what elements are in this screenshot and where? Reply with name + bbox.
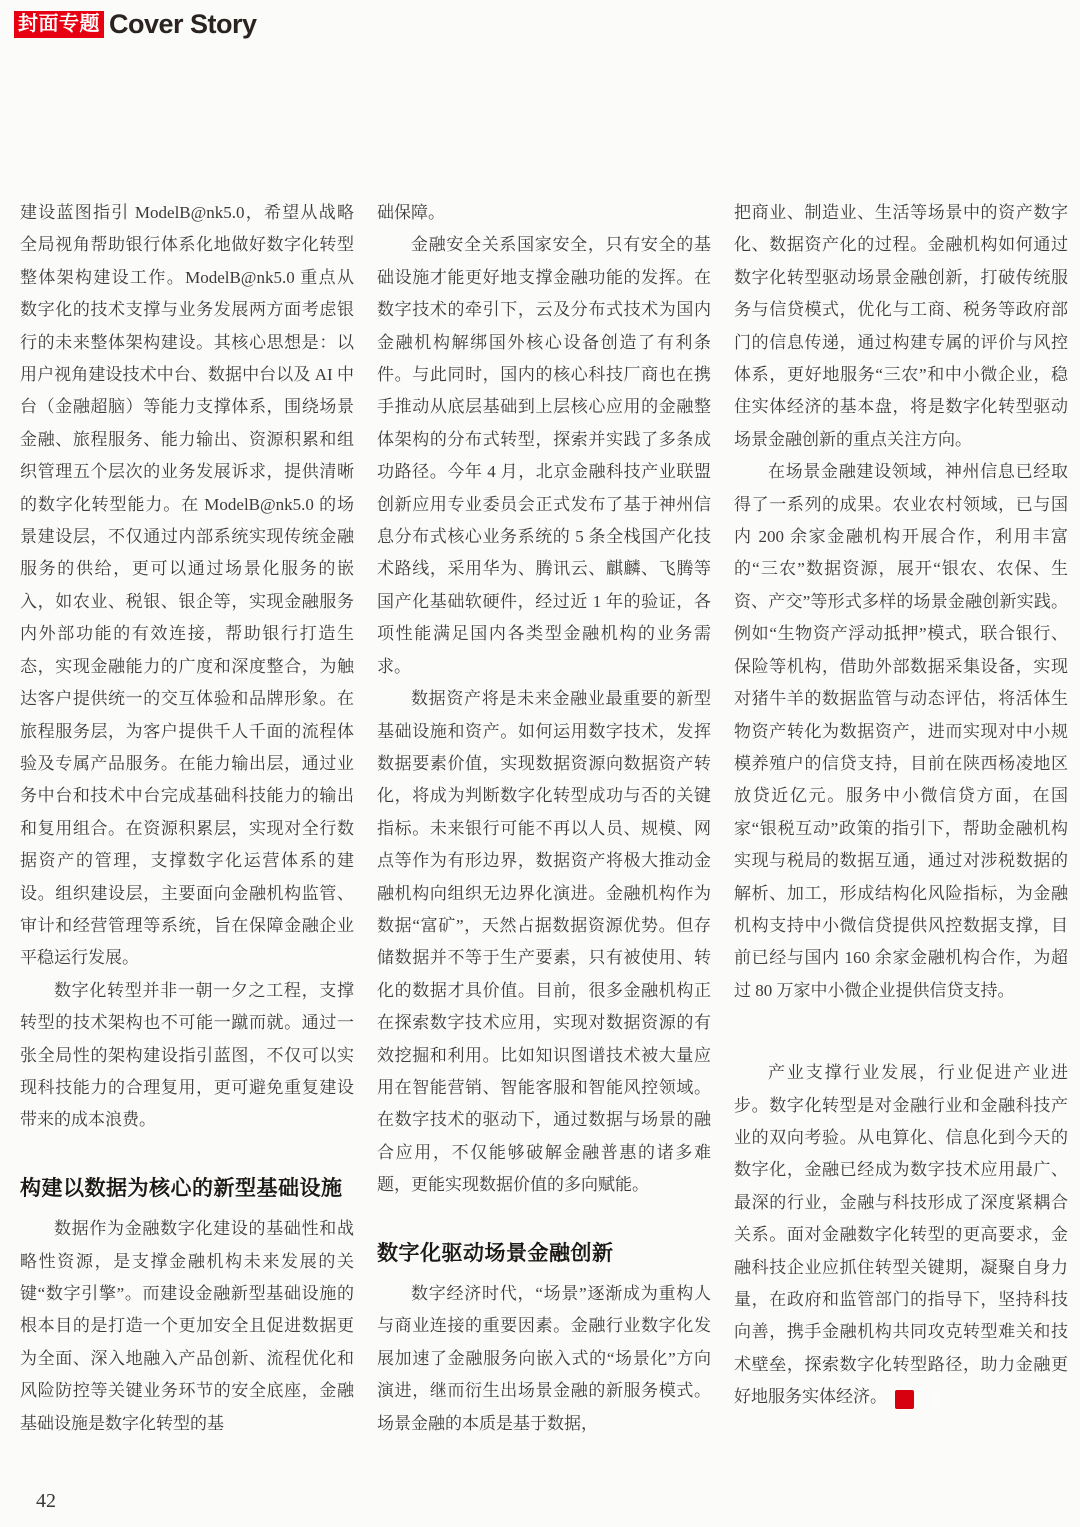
paragraph: 金融安全关系国家安全，只有安全的基础设施才能更好地支撑金融功能的发挥。在数字技术的牵引下，云及分布式技术为国内金融机构解绑国外核心设备创造了有利条件。与此同时，国内的核心科技厂商也在携手推动从底层基础到上层核心应用的金融整体架构的分布式转型，探索并实践了多条成功路径。今年 4 月，北京金融科技产业联盟创新应用专业委员会正式发布了基于神州信息分布式核心业务系统的 5 条全栈国产化技术路线，采用华为、腾讯云、麒麟、飞腾等国产化基础软硬件，经过近 1 年的验证，各项性能满足国内各类型金融机构的业务需求。 xyxy=(377,235,711,676)
page-header xyxy=(14,11,257,38)
paragraph: 数据作为金融数字化建设的基础性和战略性资源，是支撑金融机构未来发展的关键“数字引擎”。而建设金融新型基础设施的根本目的是打造一个更加安全且促进数据更为全面、深入地融入产品创新、流程优化和风险防控等关键业务环节的安全底座，金融基础设施是数字化转型的基 xyxy=(20,1219,354,1433)
paragraph: 把商业、制造业、生活等场景中的资产数字化、数据资产化的过程。金融机构如何通过数字化转型驱动场景金融创新，打破传统服务与信贷模式，优化与工商、税务等政府部门的信息传递，通过构建专属的评价与风控体系，更好地服务“三农”和中小微企业，稳住实体经济的基本盘，将是数字化转型驱动场景金融创新的重点关注方向。 xyxy=(734,203,1068,449)
section-title: Cover Story xyxy=(109,9,257,39)
paragraph: 础保障。 xyxy=(377,203,445,222)
text-column-3 xyxy=(734,197,1068,1469)
paragraph xyxy=(734,1057,1068,1413)
paragraph-text: 产业支撑行业发展，行业促进产业进步。数字化转型是对金融行业和金融科技产业的双向考验。从电算化、信息化到今天的数字化，金融已经成为数字技术应用最广、最深的行业，金融与科技形成了深度紧耦合关系。面对金融数字化转型的更高要求，金融科技企业应抓住转型关键期，凝聚自身力量，在政府和监管部门的指导下，坚持科技向善，携手金融机构共同攻克转型难关和技术壁垒，探索数字化转型路径，助力金融更好地服务实体经济。 xyxy=(734,1063,1068,1407)
section-heading-new-infrastructure: 构建以数据为核心的新型基础设施 xyxy=(20,1176,343,1200)
paragraph: 数字化转型并非一朝一夕之工程，支撑转型的技术架构也不可能一蹴而就。通过一张全局性的架构建设指引蓝图，不仅可以实现科技能力的合理复用，更可避免重复建设带来的成本浪费。 xyxy=(20,980,354,1130)
page-number: 42 xyxy=(36,1490,56,1512)
text-column-2 xyxy=(377,197,711,1469)
paragraph: 建设蓝图指引 ModelB@nk5.0，希望从战略全局视角帮助银行体系化地做好数字化转型整体架构建设工作。ModelB@nk5.0 重点从数字化的技术支撑与业务发展两方面考虑银行的未来整体架构建设。其核心思想是：以用户视角建设技术中台、数据中台以及 AI 中台（金融超脑）等能力支撑体系，围绕场景金融、旅程服务、能力输出、资源积累和组织管理五个层次的业务发展诉求，提供清晰的数字化转型能力。在 ModelB@nk5.0 的场景建设层，不仅通过内部系统实现传统金融服务的供给，更可以通过场景化服务的嵌入，如农业、税银、银企等，实现金融服务内外部功能的有效连接，帮助银行打造生态，实现金融能力的广度和深度整合，为触达客户提供统一的交互体验和品牌形象。在旅程服务层，为客户提供千人千面的流程体验及专属产品服务。在能力输出层，通过业务中台和技术中台完成基础科技能力的输出和复用组合。在资源积累层，实现对全行数据资产的管理，支撑数字化运营体系的建设。组织建设层，主要面向金融机构监管、审计和经营管理等系统，旨在保障金融企业平稳运行发展。 xyxy=(20,203,354,968)
text-column-1 xyxy=(20,197,354,1469)
section-heading-scene-finance: 数字化驱动场景金融创新 xyxy=(377,1241,614,1265)
article-end-icon: 金 xyxy=(895,1390,914,1409)
paragraph: 数据资产将是未来金融业最重要的新型基础设施和资产。如何运用数字技术，发挥数据要素价值，实现数据资源向数据资产转化，将成为判断数字化转型成功与否的关键指标。未来银行可能不再以人员、规模、网点等作为有形边界，数据资产将极大推动金融机构向组织无边界化演进。金融机构作为数据“富矿”，天然占据数据资源优势。但存储数据并不等于生产要素，只有被使用、转化的数据才具价值。目前，很多金融机构正在探索数字技术应用，实现对数据资源的有效挖掘和利用。比如知识图谱技术被大量应用在智能营销、智能客服和智能风控领域。在数字技术的驱动下，通过数据与场景的融合应用，不仅能够破解金融普惠的诸多难题，更能实现数据价值的多向赋能。 xyxy=(377,689,711,1195)
section-tag: 封面专题 xyxy=(14,11,104,38)
paragraph: 数字经济时代，“场景”逐渐成为重构人与商业连接的重要因素。金融行业数字化发展加速了金融服务向嵌入式的“场景化”方向演进，继而衍生出场景金融的新服务模式。场景金融的本质是基于数据， xyxy=(377,1283,711,1433)
paragraph: 在场景金融建设领域，神州信息已经取得了一系列的成果。农业农村领域，已与国内 200 余家金融机构开展合作，利用丰富的“三农”数据资源，展开“银农、农保、生资、产交”等形式多样的场景金融创新实践。例如“生物资产浮动抵押”模式，联合银行、保险等机构，借助外部数据采集设备，实现对猪牛羊的数据监管与动态评估，将活体生物资产转化为数据资产，进而实现对中小规模养殖户的信贷支持，目前在陕西杨凌地区放贷近亿元。服务中小微信贷方面，在国家“银税互动”政策的指引下，帮助金融机构实现与税局的数据互通，通过对涉税数据的解析、加工，形成结构化风险指标，为金融机构支持中小微信贷提供风控数据支撑，目前已经与国内 160 余家金融机构合作，为超过 80 万家中小微企业提供信贷支持。 xyxy=(734,462,1068,1000)
